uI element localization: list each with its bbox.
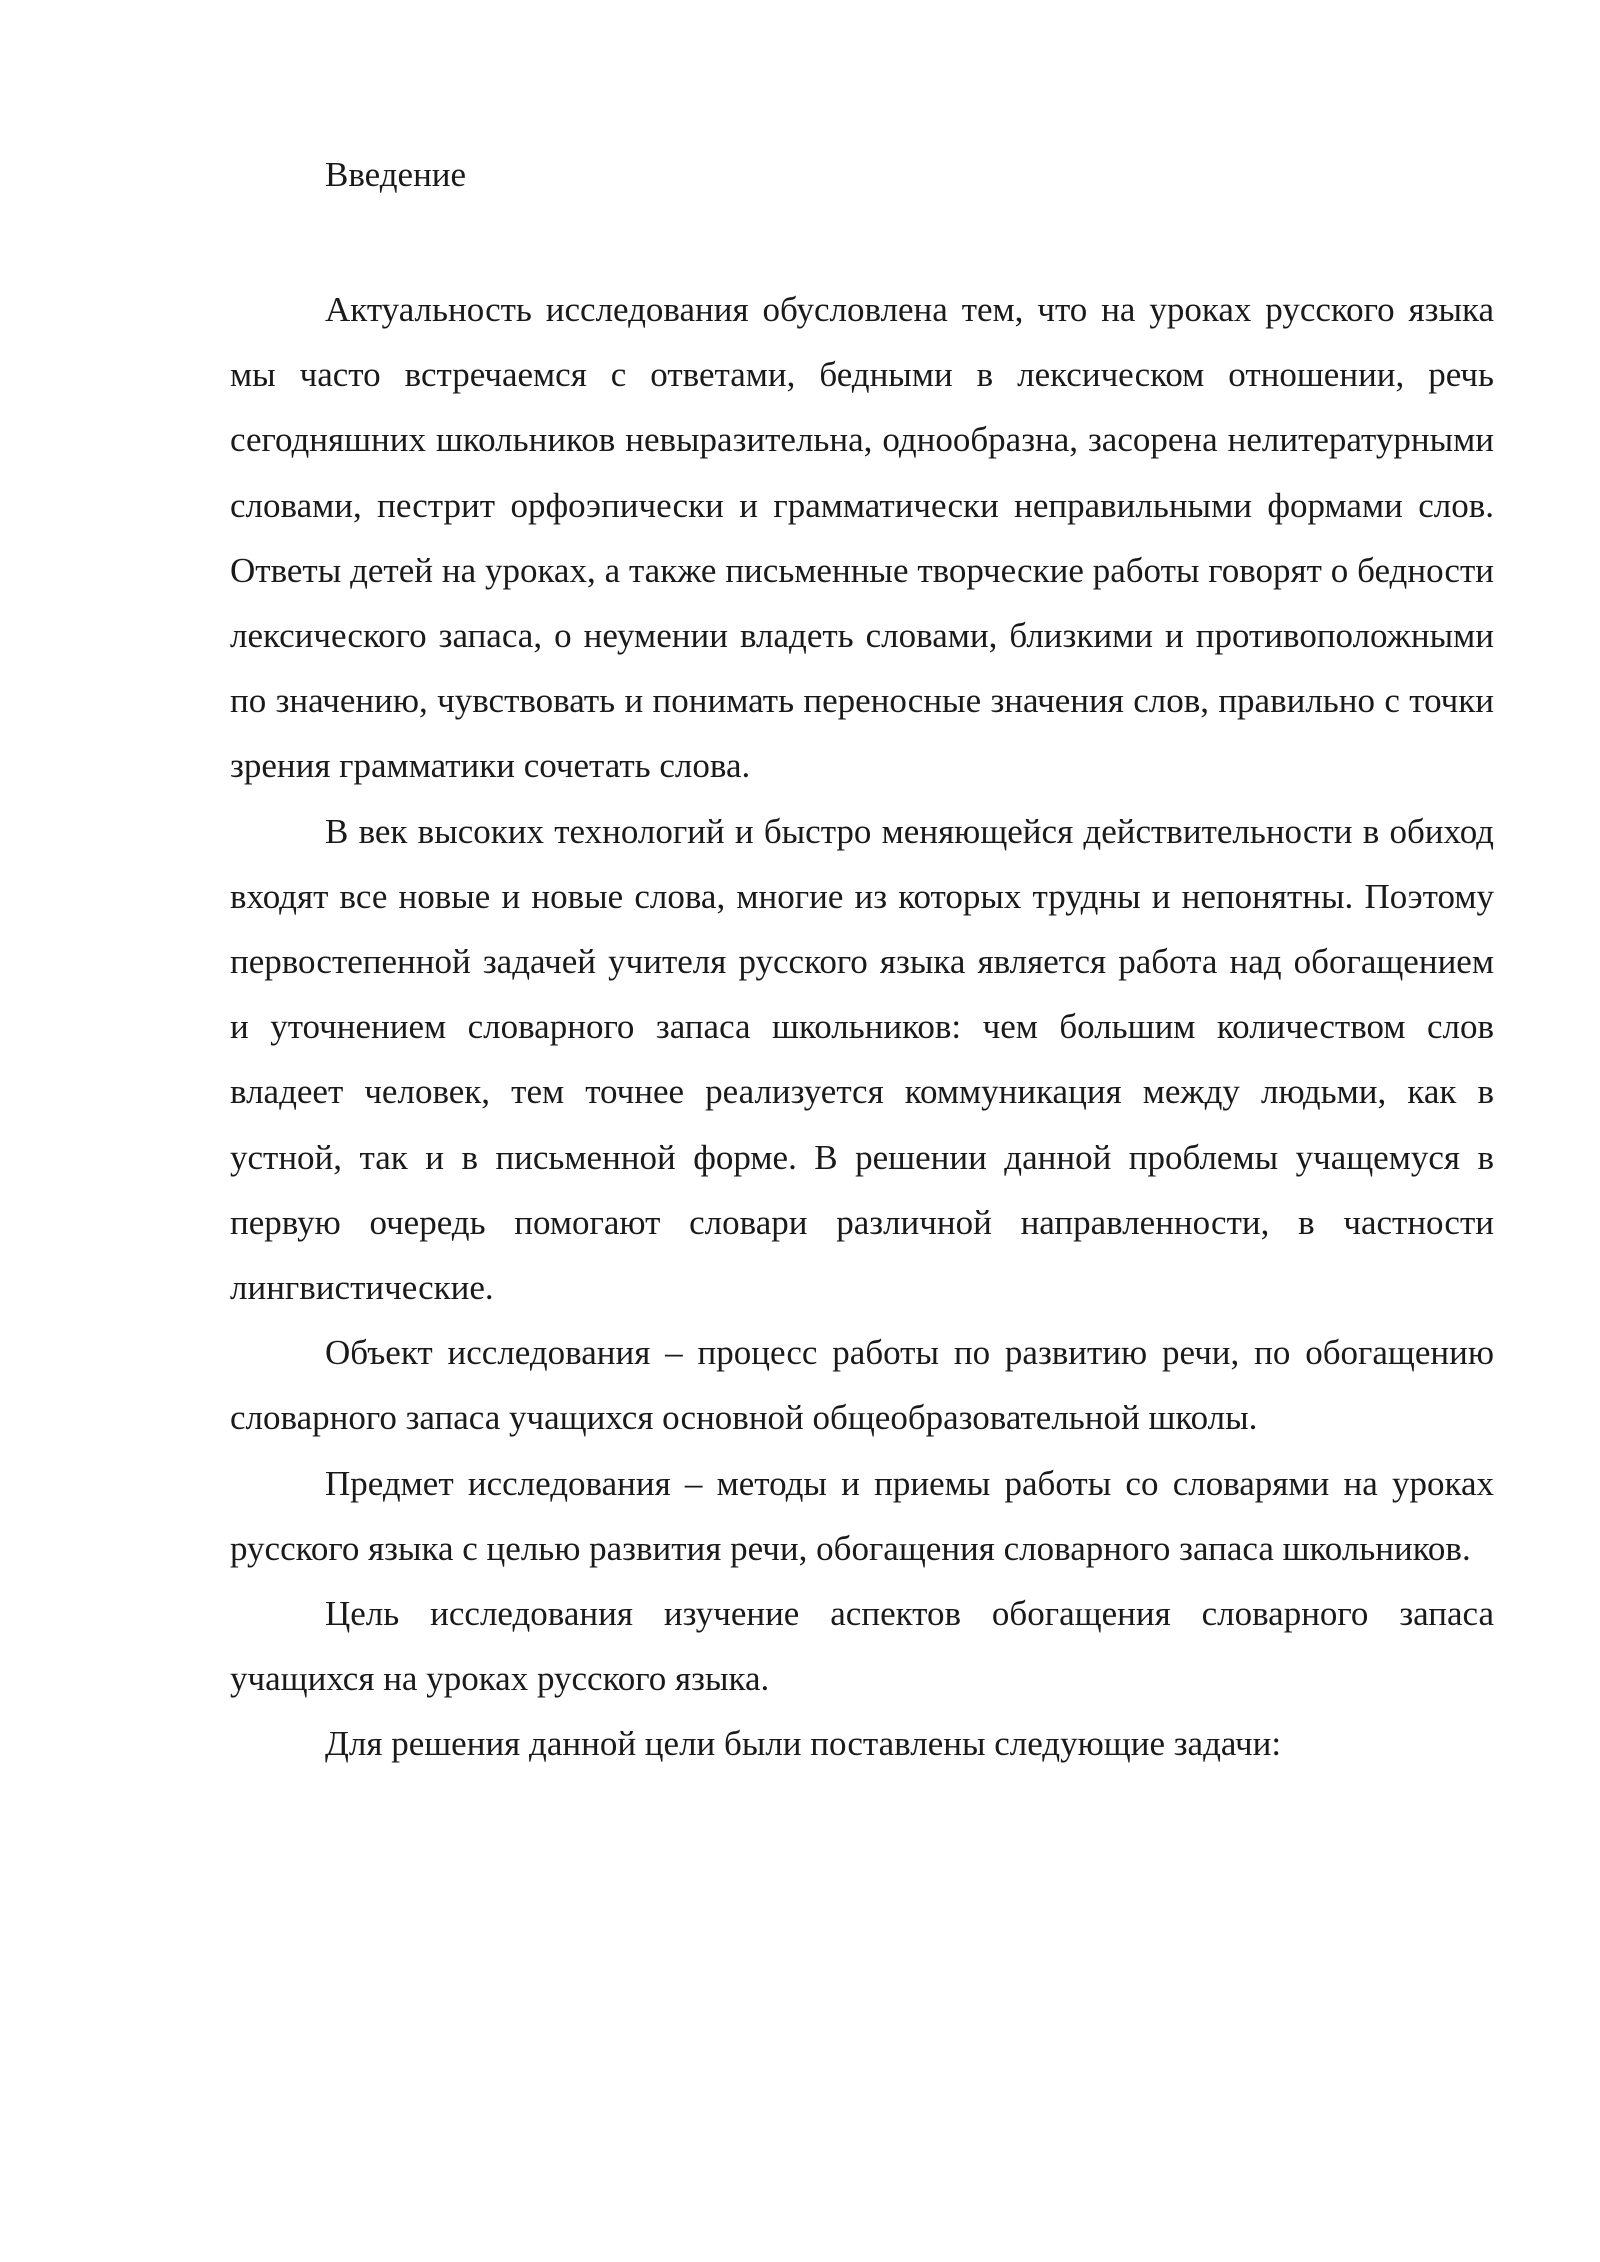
paragraph-context: В век высоких технологий и быстро меняющейся действительности в обиход входят все новые и новые слова, многие из которых трудны и непонятны. Поэтому первостепенной задачей учителя русского языка является работа над обогащением и уточнением словарного запаса школьников: чем большим количеством слов владеет человек, тем точнее реализуется коммуникация между людьми, как в устной, так и в письменной форме. В решении данной проблемы учащемуся в первую очередь помогают словари различной направленности, в частности лингвистические. <box>230 811 1494 1308</box>
paragraph-tasks-intro: Для решения данной цели были поставлены следующие задачи: <box>325 1724 1282 1764</box>
paragraph-relevance: Актуальность исследования обусловлена тем, что на уроках русского языка мы часто встречаемся с ответами, бедными в лексическом отношении, речь сегодняшних школьников невыразительна, однообразна, засорена нелитературными словами, пестрит орфоэпически и грамматически неправильными формами слов. Ответы детей на уроках, а также письменные творческие работы говорят о бедности лексического запаса, о неумении владеть словами, близкими и противоположными по значению, чувствовать и понимать переносные значения слов, правильно с точки зрения грамматики сочетать слова. <box>230 290 1494 786</box>
paragraph-object: Объект исследования – процесс работы по развитию речи, по обогащению словарного запаса учащихся основной общеобразовательной школы. <box>230 1333 1494 1438</box>
document-body <box>230 277 1494 1777</box>
paragraph-subject: Предмет исследования – методы и приемы работы со словарями на уроках русского языка с целью развития речи, обогащения словарного запаса школьников. <box>230 1463 1494 1568</box>
section-heading: Введение <box>325 155 467 194</box>
paragraph-goal: Цель исследования изучение аспектов обогащения словарного запаса учащихся на уроках русского языка. <box>230 1594 1494 1699</box>
